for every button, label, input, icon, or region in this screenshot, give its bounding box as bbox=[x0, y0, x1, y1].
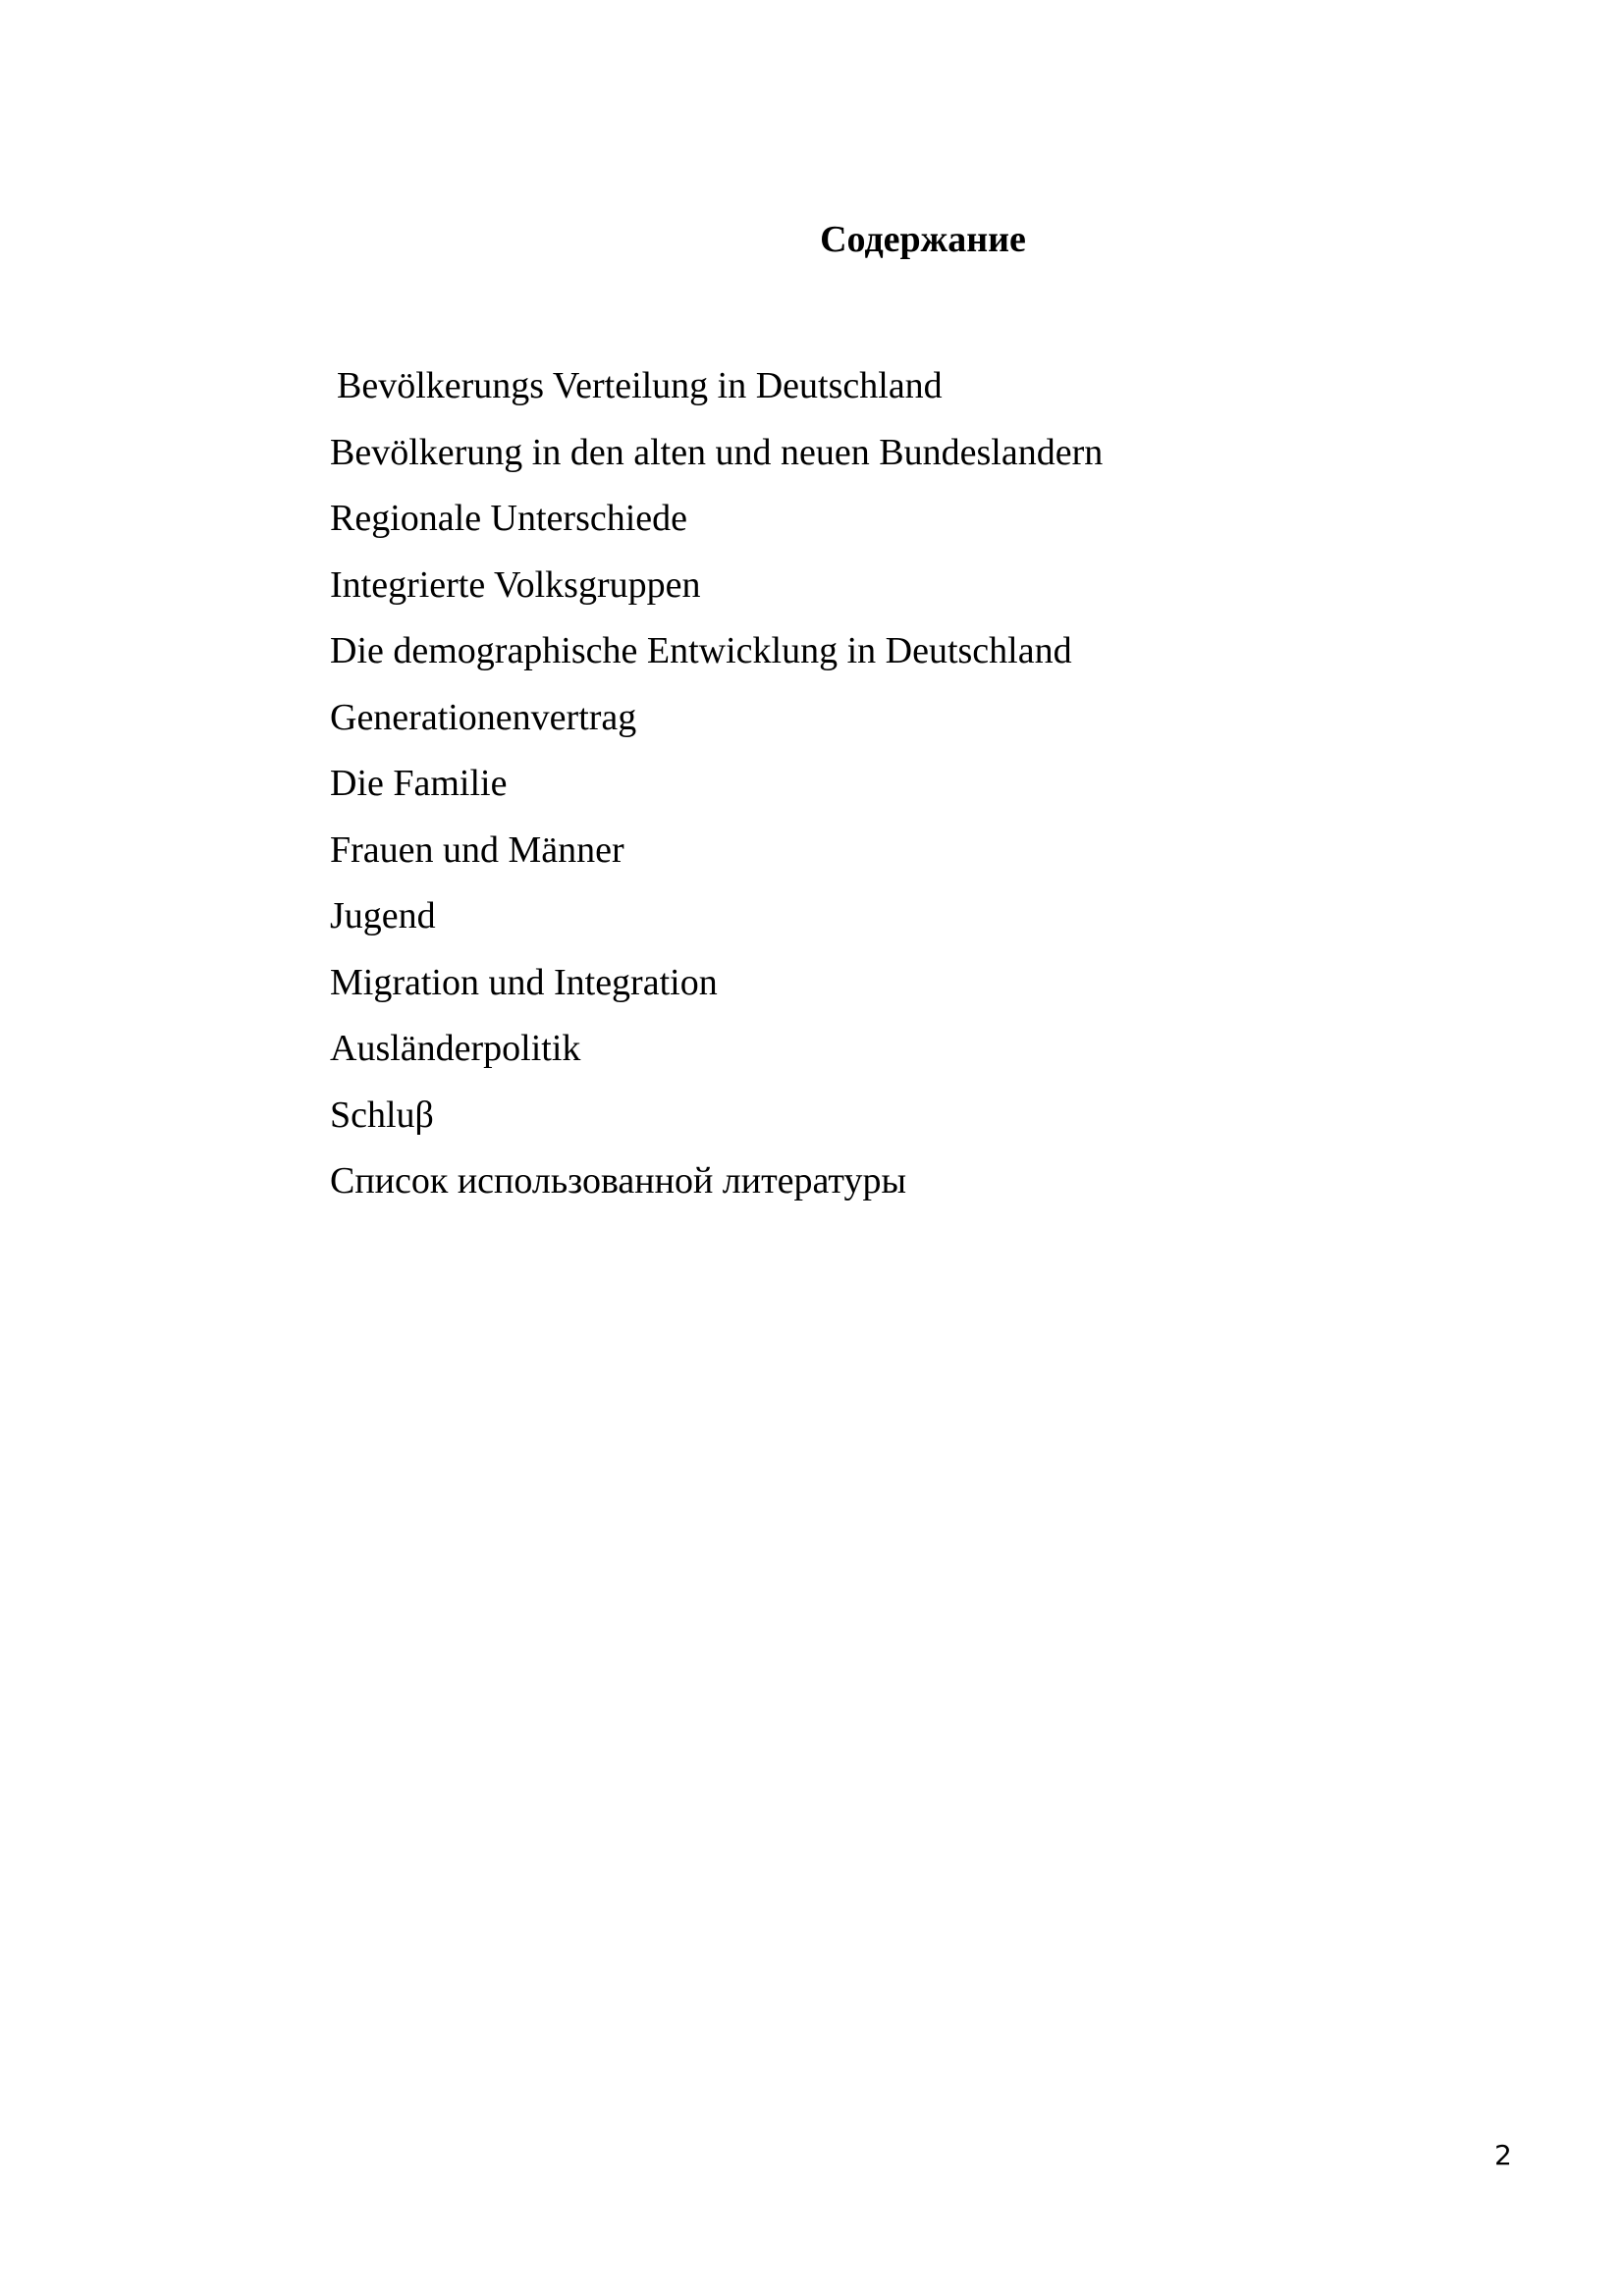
toc-item: Список использованной литературы bbox=[330, 1160, 907, 1201]
toc-item: Schluβ bbox=[330, 1094, 434, 1136]
table-of-contents bbox=[330, 353, 1103, 1215]
page-number: 2 bbox=[1494, 2139, 1512, 2171]
toc-item: Ausländerpolitik bbox=[330, 1028, 581, 1069]
toc-item: Die demographische Entwicklung in Deutschland bbox=[330, 630, 1072, 671]
toc-item: Generationenvertrag bbox=[330, 696, 637, 738]
toc-item: Frauen und Männer bbox=[330, 828, 624, 871]
page-title: Содержание bbox=[820, 219, 1026, 260]
toc-item: Integrierte Volksgruppen bbox=[330, 563, 701, 606]
toc-item: Bevölkerung in den alten und neuen Bundeslandern bbox=[330, 431, 1104, 473]
toc-item: Migration und Integration bbox=[330, 961, 718, 1003]
toc-item: Jugend bbox=[330, 895, 436, 936]
toc-item: Die Familie bbox=[330, 763, 508, 804]
toc-item: Bevölkerungs Verteilung in Deutschland bbox=[337, 365, 943, 406]
toc-item: Regionale Unterschiede bbox=[330, 498, 688, 539]
